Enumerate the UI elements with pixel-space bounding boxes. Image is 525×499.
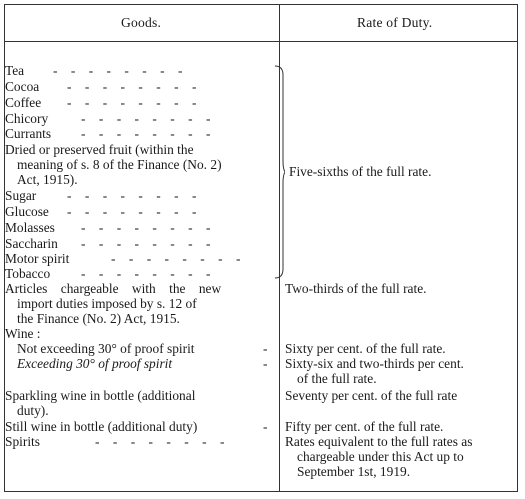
leader-spirits: - - - - - - - - (95, 434, 225, 449)
duty-table (4, 4, 518, 492)
goods-item-tea: Tea (5, 63, 25, 78)
still-wine-rate: Fifty per cent. of the full rate. (285, 419, 444, 434)
goods-item-chicory: Chicory (5, 111, 49, 126)
articles-text-l2: import duties imposed by s. 12 of (17, 296, 197, 311)
goods-item-cocoa: Cocoa (5, 79, 40, 94)
goods-item-glucose: Glucose (5, 204, 49, 219)
articles-text-l1: Articles chargeable with the new (5, 281, 222, 296)
rate-column-header: Rate of Duty. (357, 15, 433, 30)
goods-item-saccharin: Saccharin (5, 236, 58, 251)
still-wine: Still wine in bottle (additional duty) (5, 419, 198, 434)
header-divider (5, 41, 517, 42)
wine-exceeding: Exceeding 30° of proof spirit (17, 356, 173, 371)
spirits-rate-l1: Rates equivalent to the full rates as (285, 434, 473, 449)
leader-molasses: - - - - - - - - (81, 220, 211, 235)
leader-currants: - - - - - - - - (81, 126, 211, 141)
spirits-rate-l2: chargeable under this Act up to (297, 449, 464, 464)
wine-not-exceeding-rate: Sixty per cent. of the full rate. (285, 341, 446, 356)
sparkling-wine-l1: Sparkling wine in bottle (additional (5, 388, 196, 403)
leader-still-wine: - (263, 419, 268, 434)
articles-rate: Two-thirds of the full rate. (285, 281, 427, 296)
wine-exceeding-rate-l1: Sixty-six and two-thirds per cent. (285, 356, 464, 371)
goods-item-tobacco: Tobacco (5, 266, 51, 281)
leader-glucose: - - - - - - - - (67, 204, 197, 219)
goods-item-currants: Currants (5, 126, 52, 141)
grouping-brace (275, 65, 285, 279)
leader-cocoa: - - - - - - - - (67, 79, 197, 94)
leader-tobacco: - - - - - - - - (81, 266, 211, 281)
wine-exceeding-rate-l2: of the full rate. (297, 371, 377, 386)
leader-motor-spirit: - - - - - - - - (111, 251, 241, 266)
leader-wine-exceeding: - (263, 356, 268, 371)
leader-wine-not-exceeding: - (263, 341, 268, 356)
spirits-rate-l3: September 1st, 1919. (297, 464, 411, 479)
articles-text-l3: the Finance (No. 2) Act, 1915. (17, 311, 180, 326)
goods-item-dried-fruit-l3: Act, 1915). (17, 172, 78, 187)
spirits: Spirits (5, 434, 40, 449)
wine-label: Wine : (5, 326, 41, 341)
goods-item-motor-spirit: Motor spirit (5, 251, 70, 266)
goods-column-header: Goods. (121, 15, 162, 30)
wine-not-exceeding: Not exceeding 30° of proof spirit (17, 341, 195, 356)
leader-tea: - - - - - - - - (53, 63, 183, 78)
goods-item-coffee: Coffee (5, 95, 42, 110)
goods-item-dried-fruit-l1: Dried or preserved fruit (within the (5, 142, 194, 157)
five-sixths-rate: Five-sixths of the full rate. (289, 164, 432, 179)
goods-item-sugar: Sugar (5, 188, 37, 203)
sparkling-wine-rate: Seventy per cent. of the full rate (285, 388, 458, 403)
leader-coffee: - - - - - - - - (67, 95, 197, 110)
leader-sugar: - - - - - - - - (67, 188, 197, 203)
leader-chicory: - - - - - - - - (81, 111, 211, 126)
leader-saccharin: - - - - - - - - (81, 236, 211, 251)
sparkling-wine-l2: duty). (17, 403, 49, 418)
goods-item-dried-fruit-l2: meaning of s. 8 of the Finance (No. 2) (17, 157, 222, 172)
goods-item-molasses: Molasses (5, 220, 55, 235)
